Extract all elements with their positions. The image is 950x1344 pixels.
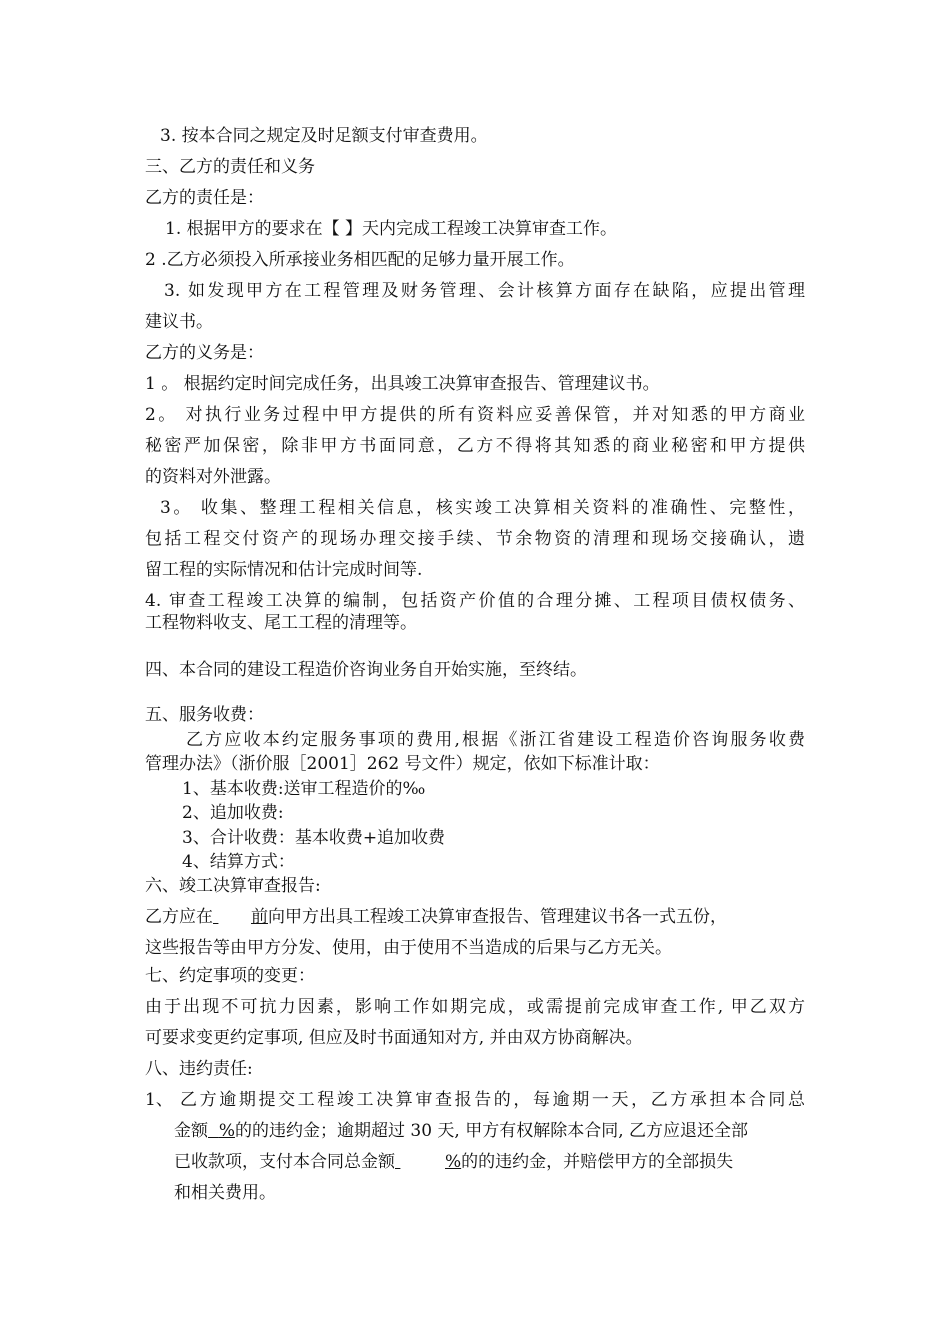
list-number: 1、 [145,1090,173,1110]
paragraph-line: 3. 按本合同之规定及时足额支付审查费用。 [160,126,488,146]
text-fragment: 前 [251,907,268,927]
text-fragment: 向甲方出具工程竣工决算审查报告、管理建议书各一式五份， [268,907,727,927]
section-heading-5: 五、服务收费： [145,705,264,725]
section-heading-7: 七、约定事项的变更： [145,966,315,986]
paragraph-line: 1. 根据甲方的要求在【 】天内完成工程竣工决算审查工作。 [165,219,618,239]
subheading-obligation: 乙方的义务是： [145,343,264,363]
subheading-responsibility: 乙方的责任是： [145,188,264,208]
fee-item: 1、基本收费:送审工程造价的‰ [182,779,426,799]
fee-item: 2、追加收费: [182,803,284,823]
text-fragment: 的的违约金；逾期超过 30 天, 甲方有权解除本合同, 乙方应退还全部 [234,1121,749,1141]
paragraph-line: 留工程的实际情况和估计完成时间等. [145,560,423,580]
text-fragment: 金额 [174,1121,208,1141]
paragraph-line: 这些报告等由甲方分发、使用，由于使用不当造成的后果与乙方无关。 [145,938,672,958]
paragraph-line: 和相关费用。 [174,1183,276,1203]
text-fragment: % [445,1152,462,1172]
blank-underline [395,1150,445,1174]
fee-item: 3、合计收费：基本收费+追加收费 [182,828,446,848]
paragraph-line [145,905,805,929]
text-fragment: 已收款项，支付本合同总金额 [174,1152,395,1172]
paragraph-line: 工程物料收支、尾工工程的清理等。 [145,613,417,633]
paragraph-line: 可要求变更约定事项, 但应及时书面通知对方, 并由双方协商解决。 [145,1028,643,1048]
section-heading-8: 八、违约责任: [145,1059,253,1079]
fee-item: 4、结算方式： [182,852,295,872]
blank-underline [213,905,251,929]
paragraph-line: 由于出现不可抗力因素，影响工作如期完成，或需提前完成审查工作, 甲乙双方 [145,997,805,1017]
paragraph-line: 建议书。 [145,312,213,332]
paragraph-line: 1 。 根据约定时间完成任务，出具竣工决算审查报告、管理建议书。 [145,374,660,394]
paragraph-line: 4. 审查工程竣工决算的编制，包括资产价值的合理分摊、工程项目债权债务、 [145,591,805,611]
paragraph-line: 秘密严加保密，除非甲方书面同意，乙方不得将其知悉的商业秘密和甲方提供 [145,436,805,456]
section-heading-6: 六、竣工决算审查报告: [145,876,321,896]
paragraph-line: 乙方应收本约定服务事项的费用,根据《浙江省建设工程造价咨询服务收费 [186,730,805,750]
section-heading-3: 三、乙方的责任和义务 [145,157,315,177]
paragraph-line [174,1119,805,1143]
paragraph-line: 管理办法》（浙价服［2001］262 号文件）规定，依如下标准计取： [145,754,660,774]
paragraph-line: 3. 如发现甲方在工程管理及财务管理、会计核算方面存在缺陷，应提出管理 [164,281,805,301]
paragraph-line [174,1150,805,1174]
section-heading-4: 四、本合同的建设工程造价咨询业务自开始实施，至终结。 [145,660,587,680]
blank-underline [208,1121,219,1141]
text-fragment: 乙方应在 [145,907,213,927]
paragraph-line: 2。 对执行业务过程中甲方提供的所有资料应妥善保管，并对知悉的甲方商业 [145,405,805,425]
paragraph-line: 乙方逾期提交工程竣工决算审查报告的，每逾期一天，乙方承担本合同总 [180,1090,805,1110]
paragraph-line: 包括工程交付资产的现场办理交接手续、节余物资的清理和现场交接确认，遗 [145,529,805,549]
text-fragment: 的的违约金，并赔偿甲方的全部损失 [461,1152,734,1172]
text-fragment: % [218,1121,235,1141]
paragraph-line: 的资料对外泄露。 [145,467,281,487]
paragraph-line: 3。 收集、整理工程相关信息，核实竣工决算相关资料的准确性、完整性， [160,498,805,518]
paragraph-line: 2 .乙方必须投入所承接业务相匹配的足够力量开展工作。 [145,250,575,270]
